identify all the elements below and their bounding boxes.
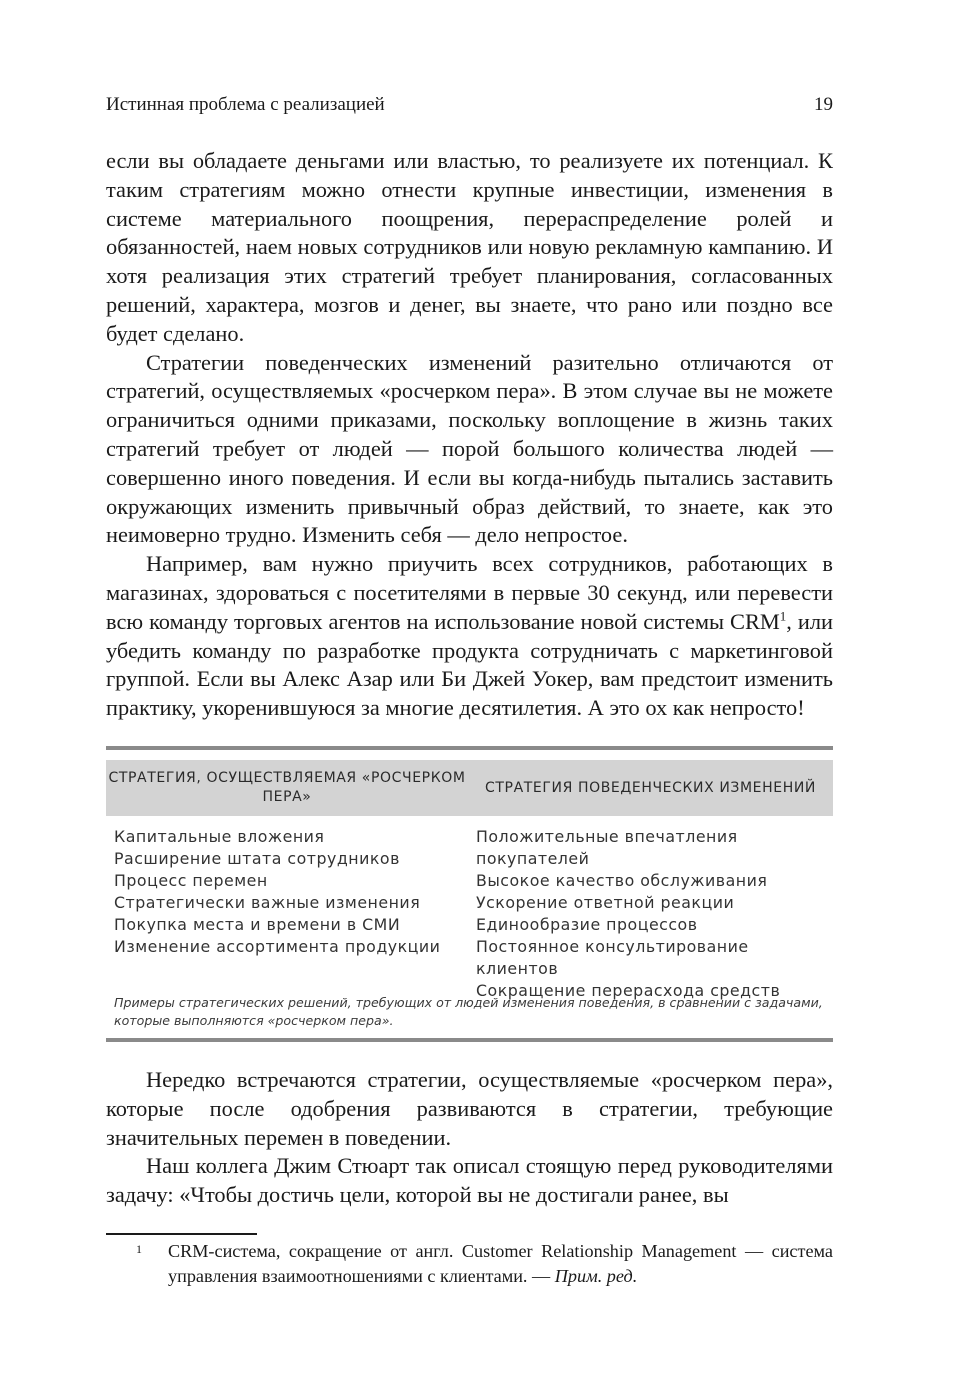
table-bottom-rule xyxy=(106,1038,833,1042)
footnote-divider xyxy=(106,1233,257,1235)
list-item: Покупка места и времени в СМИ xyxy=(114,915,401,934)
footnote-text xyxy=(168,1239,833,1289)
list-item: Единообразие процессов xyxy=(476,915,698,934)
footnote-body: CRM-система, сокращение от англ. Customer Relationship Management — система управления взаимоотношениями с клиентами. — xyxy=(168,1241,833,1286)
table-header-row xyxy=(106,760,833,816)
paragraph-example xyxy=(106,550,833,723)
list-item: Высокое качество обслуживания xyxy=(476,871,768,890)
list-item: Стратегически важные изменения xyxy=(114,893,421,912)
body-text-top xyxy=(106,147,833,723)
table-caption: Примеры стратегических решений, требующих от людей изменения поведения, в сравнении с задачами, которые выполняются «росчерком пера». xyxy=(114,995,823,1028)
running-title: Истинная проблема с реализацией xyxy=(106,94,385,115)
list-item: Расширение штата сотрудников xyxy=(114,849,400,868)
list-item: Постоянное консультирование клиентов xyxy=(476,937,749,978)
list-item: Процесс перемен xyxy=(114,871,268,890)
paragraph-continued: если вы обладаете деньгами или властью, то реализуете их потенциал. К таким стратегиям можно отнести крупные инвестиции, изменения в системе материального поощрения, перераспределение ролей и обязанностей, наем новых сотрудников или новую рекламную кампанию. И хотя реализация этих стратегий требует планирования, согласованных решений, характера, мозгов и денег, вы знаете, что рано или поздно все будет сделано. xyxy=(106,148,833,346)
table-header-right: СТРАТЕГИЯ ПОВЕДЕНЧЕСКИХ ИЗМЕНЕНИЙ xyxy=(485,779,816,796)
paragraph-pen-stroke: Нередко встречаются стратегии, осуществляемые «росчерком пера», которые после одобрения развиваются в стратегии, требующие значительных перемен в поведении. xyxy=(106,1067,833,1150)
footnote xyxy=(106,1239,833,1289)
table-column-left xyxy=(114,826,464,958)
list-item: Ускорение ответной реакции xyxy=(476,893,735,912)
list-item: Капитальные вложения xyxy=(114,827,325,846)
footnote-mark: 1 xyxy=(136,1242,142,1256)
strategy-comparison-table xyxy=(106,746,833,1042)
table-top-rule xyxy=(106,746,833,750)
table-column-right xyxy=(476,826,831,1002)
footnote-reference[interactable]: 1 xyxy=(779,608,787,624)
body-text-bottom xyxy=(106,1066,833,1210)
table-header-left: СТРАТЕГИЯ, ОСУЩЕСТВЛЯЕМАЯ «РОСЧЕРКОМ ПЕРА» xyxy=(108,770,466,805)
list-item: Изменение ассортимента продукции xyxy=(114,937,441,956)
paragraph-behavior-change: Стратегии поведенческих изменений разительно отличаются от стратегий, осуществляемых «росчерком пера». В этом случае вы не можете ограничиться одними приказами, поскольку воплощение в жизнь таких стратегий требует от людей — порой большого количества людей — совершенно иного поведения. И если вы когда-нибудь пытались заставить окружающих изменить привычный образ действий, то знаете, как это неимоверно трудно. Изменить себя — дело непростое. xyxy=(106,349,833,548)
paragraph-example-part1: Например, вам нужно приучить всех сотрудников, работающих в магазинах, здороваться с посетителями в первые 30 секунд, или перевести всю команду торговых агентов на использование новой системы CRM xyxy=(106,551,833,634)
page-number: 19 xyxy=(814,94,833,115)
list-item: Положительные впечатления покупателей xyxy=(476,827,738,868)
list-item: Сокращение перерасхода средств xyxy=(476,981,781,1000)
paragraph-example-part2: , или убедить команду по разработке продукта сотрудничать с маркетинговой группой. Если вы Алекс Азар или Би Джей Уокер, вам предстоит изменить практику, укоренившуюся за многие десятилетия. А это ох как непросто! xyxy=(106,608,833,721)
editor-note: Прим. ред. xyxy=(554,1266,638,1286)
paragraph-quote: Наш коллега Джим Стюарт так описал стоящую перед руководителями задачу: «Чтобы достичь цели, которой вы не достигали ранее, вы xyxy=(106,1153,833,1208)
running-header xyxy=(106,92,833,118)
